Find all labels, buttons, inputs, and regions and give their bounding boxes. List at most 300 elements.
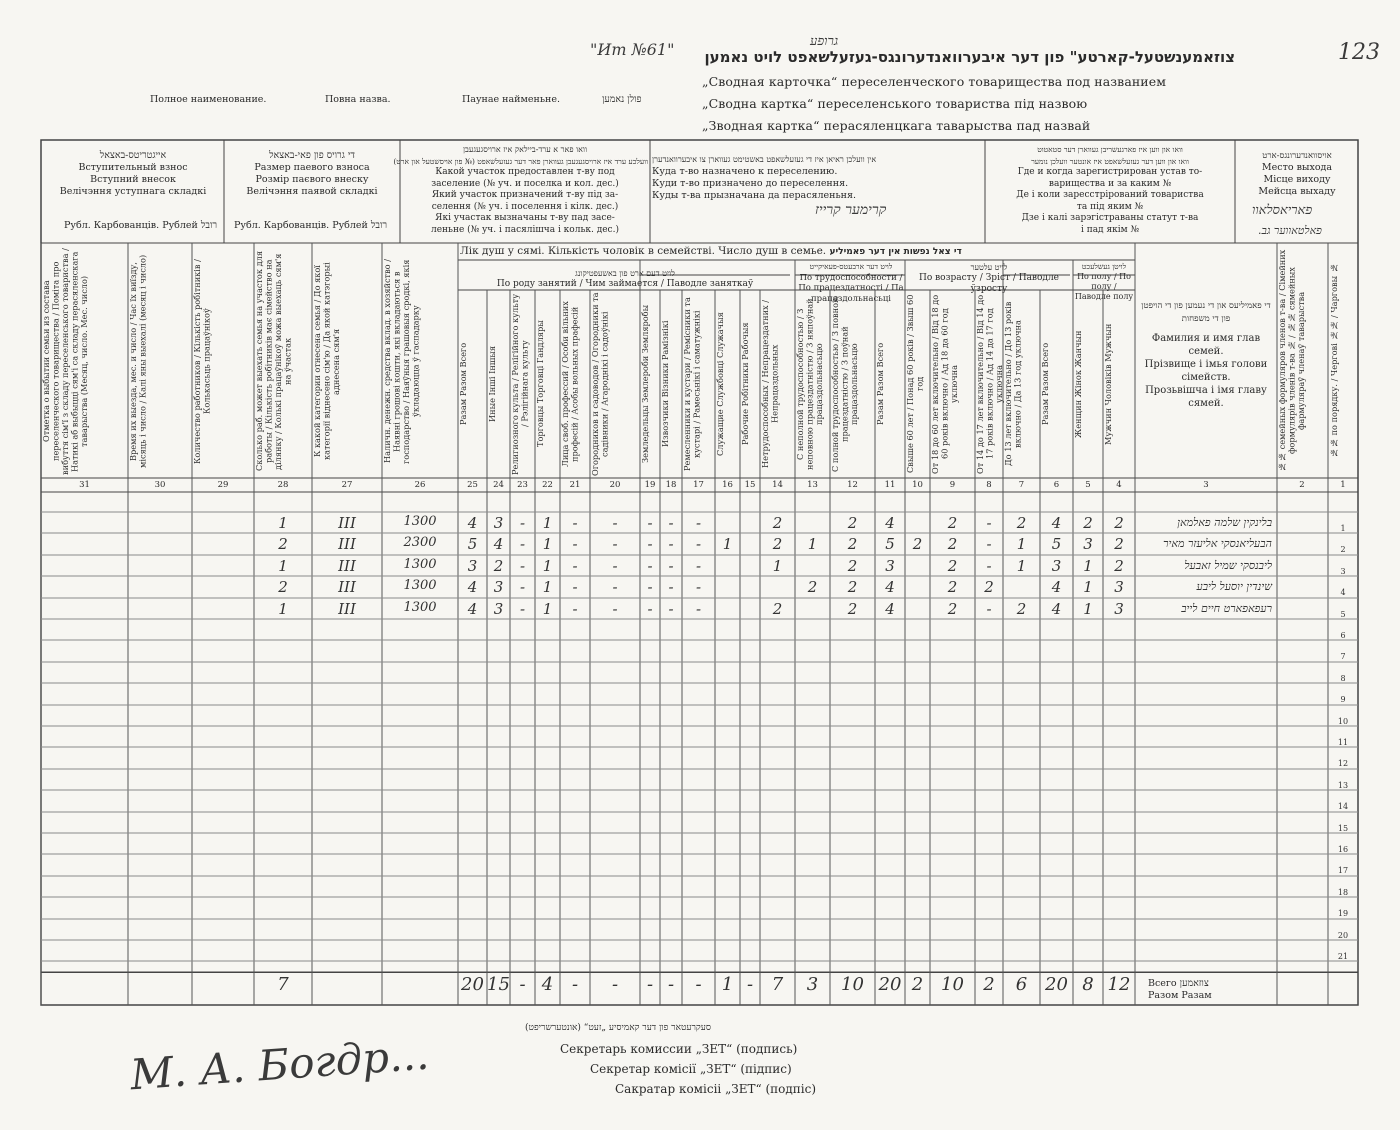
col2-header: №№ семейных формуляров членов т-ва / Сімейних формулярів членів т-ва № / №№ сямейных фармуляраў членаў таварыства	[1277, 249, 1306, 473]
cell-col-21: -	[572, 599, 578, 618]
secretary-signature: М. А. Богдр...	[128, 1029, 431, 1100]
cell-col-18: -	[668, 599, 674, 618]
box-plot	[393, 144, 648, 236]
cell-col-7: 2	[1016, 599, 1027, 618]
row-number: 15	[1337, 823, 1349, 833]
col3-header	[1137, 300, 1275, 410]
cell-col-14: 2	[772, 514, 783, 532]
column-header-21: Лица своб. профессий / Особи вільних професій / Асобы вольных прафесій	[560, 301, 580, 467]
entry-fee-foot: Рубл. Карбованців. Рублей רובל	[64, 220, 218, 231]
footer-ua: Секретар комісії „ЗЕТ“ (підпис)	[590, 1062, 792, 1076]
totals-label	[1148, 978, 1212, 1002]
column-header-27: К какой категории отнесена семья / До якої категорії віднесено сім'ю / Да якой катэгорыі аднесена сям'я	[312, 262, 341, 461]
cell-col-20: -	[612, 578, 618, 597]
row-number: 12	[1337, 759, 1349, 769]
family-head-name: רעפאפארט חיים לייב	[1181, 601, 1272, 615]
group-age-text: По возрасту / Зріст / Паводле ўзросту	[918, 273, 1060, 294]
column-header-28: Сколько раб. может выехать семья на участок для работы / Кількість робітників має сімейство на ділянку / Колькі працаўнікоў можа выехаць сям'я на ўчастак	[254, 251, 293, 472]
cell-col-21: -	[572, 535, 578, 554]
plot-line-2: заселение (№ уч. и поселка и кол. дес.)	[431, 178, 619, 189]
cell-col-20: -	[612, 514, 618, 532]
group-occupation-label	[460, 268, 790, 290]
row-number: 16	[1337, 845, 1349, 854]
group-occ-yid: לויט דעם ארט פון באשעפטיקונג	[575, 269, 675, 278]
cell-col-8: -	[986, 514, 992, 532]
registered-line-2: варищества и за каким №	[1048, 178, 1172, 189]
label-full-name: Полное наименование.	[150, 94, 267, 105]
cell-col-27: III	[338, 535, 356, 554]
cell-col-4: 3	[1114, 599, 1124, 618]
cell-col-26: 1300	[403, 556, 437, 572]
cell-col-5: 1	[1083, 599, 1093, 618]
cell-col-20: -	[612, 599, 618, 618]
cell-col-8: -	[986, 556, 992, 575]
yiddish-title: צוזאמענשטעל-קארטע" פון דער איבערוואנדערונגס-געזעלשאפט לויט נאמען	[704, 48, 1235, 66]
column-header-30: Время их выезда, мес. и число / Час їх виїзду, місяць і число / Калі яны выехалі (месяц і число)	[128, 254, 148, 469]
total-col-24: 15	[487, 974, 510, 995]
entry-fee-ua: Вступний внесок	[90, 174, 176, 185]
share-ru: Размер паевого взноса	[254, 162, 370, 173]
row-number: 13	[1337, 780, 1349, 790]
cell-col-27: III	[338, 556, 356, 575]
total-col-21: -	[571, 974, 579, 995]
cell-col-17: -	[695, 556, 702, 575]
group-work-yid: לויט דער ארבעטס-פעאיקייט	[809, 262, 893, 271]
cell-col-21: -	[572, 514, 578, 532]
registered-line-1: Где и когда зарегистрирован устав то-	[1017, 167, 1203, 177]
col2-number: 2	[1299, 480, 1305, 490]
assigned-by: Куды т-ва прызначана да перасяленьня.	[652, 190, 857, 201]
column-number-12: 12	[847, 480, 858, 490]
cell-col-12: 2	[847, 535, 858, 554]
total-col-12: 10	[841, 974, 864, 995]
family-head-name: שינדין יוסעל ליבע	[1196, 580, 1272, 594]
total-col-13: 3	[806, 974, 819, 995]
cell-col-6: 5	[1051, 535, 1062, 554]
cell-col-5: 1	[1083, 578, 1093, 597]
column-number-25: 25	[467, 480, 478, 490]
cell-col-23: -	[519, 556, 526, 575]
total-col-6: 20	[1045, 974, 1068, 995]
row-number: 7	[1340, 652, 1346, 662]
total-col-9: 10	[941, 974, 964, 995]
cell-col-20: -	[612, 556, 618, 575]
plot-line-4: селення (№ уч. і поселення і кілк. дес.)	[431, 201, 619, 212]
departure-hand-2: פאלטאווער גב.	[1258, 224, 1322, 237]
cell-col-17: -	[695, 599, 702, 618]
cell-col-6: 4	[1051, 599, 1062, 618]
cell-col-26: 1300	[403, 599, 437, 615]
registered-yid2: וואו און ווען דער געזעלשאפט איז אונטער וועלכן נומער	[1031, 156, 1189, 166]
row-number: 2	[1340, 545, 1346, 555]
column-number-16: 16	[722, 480, 733, 490]
column-header-11: Разам Разом Всего	[875, 342, 885, 426]
title-belarusian: „Зводная картка“ перасяленцкага таварыства пад назвай	[702, 118, 1091, 133]
cell-col-23: -	[519, 514, 526, 532]
hand-corner-number: 123	[1338, 40, 1380, 65]
cell-col-24: 3	[493, 514, 504, 532]
column-number-9: 9	[949, 480, 956, 490]
group-age-yid: לויט עלטער	[970, 263, 1008, 272]
cell-col-10: 2	[912, 535, 923, 554]
total-col-28: 7	[277, 974, 289, 995]
cell-col-22: 1	[542, 514, 553, 532]
col1-header: №№ по порядку. / Чергові №№ / Чарговы №	[1329, 263, 1339, 459]
cell-col-17: -	[695, 578, 702, 597]
cell-col-27: III	[338, 514, 356, 532]
row-number: 20	[1337, 930, 1349, 940]
group-main-text: Лік душ у сямі. Кількість чоловік в семействі. Число душ в семье.	[460, 245, 827, 257]
total-col-8: 2	[983, 974, 995, 995]
column-header-31: Отметка о выбытии семьи из состава переселенческого товарищества / Поміта про вибуття сім'ї з складу переселенського товариства / Натикі аб выбыцці сям'і са складу перасяленскага таварыства (Месяц, число. Мес. число)	[41, 248, 89, 475]
departure-ua: Місце виходу	[1263, 174, 1331, 185]
column-number-21: 21	[569, 480, 581, 490]
column-number-13: 13	[807, 480, 818, 490]
footer-yid: סעקרעטאר פון דער קאמיסיע „זעט“ (אונטערשריפט)	[525, 1023, 711, 1033]
row-number: 18	[1337, 887, 1349, 897]
cell-col-8: 2	[984, 578, 994, 597]
column-header-20: Огородников и садоводов / Огородники та садівники / Агароднікі і садоўнікі	[590, 292, 610, 476]
column-number-26: 26	[414, 480, 426, 490]
plot-yid: וועלכע ערד איז ארויסגעגעבן געווארן פאר דער געזעלשאפט (№ פון אויסשטעל און ארט)	[393, 156, 648, 166]
cell-col-24: 4	[493, 535, 504, 554]
cell-col-6: 3	[1051, 556, 1062, 575]
column-number-28: 28	[277, 480, 289, 490]
total-col-10: 2	[911, 974, 924, 995]
total-col-23: -	[519, 974, 526, 995]
column-number-5: 5	[1085, 480, 1091, 490]
cell-col-27: III	[338, 599, 356, 618]
group-work-text: По трудоспособности / По працездатності / Па працаздольнасьці	[798, 272, 904, 304]
row-number: 19	[1337, 909, 1349, 919]
col3-line-4: сімейств.	[1181, 372, 1231, 383]
plot-line-3: Який участок призначений т-ву під за-	[431, 190, 619, 200]
cell-col-11: 4	[885, 578, 895, 597]
cell-col-4: 3	[1114, 578, 1124, 597]
registered-line-4: та під яким №	[1076, 201, 1144, 212]
row-number: 17	[1337, 866, 1349, 876]
cell-col-17: -	[695, 535, 702, 554]
cell-col-25: 4	[467, 578, 478, 597]
assigned-yid: אין וועלכן ראיאן איז די געזעלשאפט באשטימט געווארן צו איבערוואנדערן	[652, 155, 877, 164]
cell-col-25: 5	[467, 535, 478, 554]
family-head-name: ליבנסקי שמיל זאבעל	[1184, 558, 1272, 572]
total-col-25: 20	[461, 974, 484, 995]
col3-line-1: Фамилия и имя глав	[1151, 333, 1261, 344]
column-header-24: Иные Інші Іншыя	[487, 345, 497, 423]
column-header-13: С неполной трудоспособностью / З неповною працездатністю / З няпоўнай працаздольнасьцю	[795, 298, 824, 470]
plot-line-6: леньне (№ уч. і пасялішча і кольк. дес.)	[431, 224, 619, 235]
box-departure	[1237, 150, 1357, 198]
column-header-29: Количество работников / Кількість робітників / Колькасьць працаўнікоў	[192, 259, 212, 464]
column-header-15: Рабочие Робітники Рабочыя	[740, 322, 750, 446]
assigned-ru: Куда т-во назначено к переселению.	[652, 166, 838, 177]
column-header-16: Служащие Службовці Служачыя	[715, 312, 725, 456]
column-number-19: 19	[644, 480, 656, 490]
column-number-4: 4	[1116, 480, 1122, 490]
cell-col-18: -	[668, 535, 674, 554]
cell-col-5: 1	[1083, 556, 1093, 575]
box-share	[226, 150, 398, 198]
row-number: 8	[1340, 673, 1346, 683]
cell-col-23: -	[519, 599, 526, 618]
departure-yid: אויסוואנדערונגס-ארט	[1262, 151, 1332, 161]
entry-fee-ru: Вступительный взнос	[78, 162, 188, 173]
cell-col-19: -	[647, 535, 653, 554]
cell-col-13: 1	[807, 535, 818, 554]
column-number-29: 29	[217, 480, 229, 490]
cell-col-26: 1300	[403, 514, 437, 529]
total-col-11: 20	[878, 974, 902, 995]
row-number: 21	[1337, 952, 1349, 961]
cell-col-11: 5	[885, 535, 895, 554]
total-col-19: -	[646, 974, 654, 995]
total-col-14: 7	[771, 974, 784, 995]
group-sex-yid: לויטן געשלעכט	[1081, 262, 1127, 271]
group-sex-text: По полу / По полу / Паводле полу	[1074, 272, 1134, 301]
total-col-22: 4	[541, 974, 554, 995]
cell-col-14: 2	[772, 599, 783, 618]
column-header-12: С полной трудоспособностью / З повною працездатністю / З поўнай працаздольнасьцю	[830, 295, 859, 473]
cell-col-4: 2	[1114, 535, 1124, 554]
column-header-4: Мужчин Чоловіків Мужчын	[1103, 323, 1113, 445]
row-number: 4	[1340, 588, 1346, 598]
col3-line-6: сямей.	[1188, 398, 1224, 409]
label-paunae: Паунае найменьне.	[462, 94, 560, 105]
assigned-handwritten: קרימער קרייז	[815, 202, 887, 218]
departure-ru: Место выхода	[1261, 162, 1333, 173]
registered-line-3: Де і коли заресстрірований товариства	[1016, 190, 1204, 200]
cell-col-12: 2	[847, 514, 858, 532]
column-header-14: Нетрудоспособных / Непрацездатних / Непрацаздольных	[760, 300, 780, 468]
cell-col-22: 1	[542, 599, 553, 618]
cell-col-28: 1	[278, 599, 288, 618]
cell-col-9: 2	[947, 556, 958, 575]
column-header-17: Ремесленники и кустари / Ремісники та кустарі / Рамесьнікі і саматужнікі	[682, 297, 702, 471]
row-number: 1	[1340, 524, 1346, 533]
column-header-5: Женщин Жінок Жанчын	[1073, 330, 1083, 438]
row-number: 3	[1340, 566, 1346, 576]
cell-col-9: 2	[947, 599, 958, 618]
column-number-10: 10	[912, 480, 923, 490]
cell-col-7: 1	[1016, 556, 1027, 575]
column-number-7: 7	[1018, 480, 1025, 490]
row-number: 11	[1337, 738, 1349, 747]
entry-fee-by: Велічэння уступнага складкі	[59, 186, 207, 197]
cell-col-28: 1	[278, 514, 288, 532]
column-header-7: До 13 лет включительно / До 13 років включно / Да 13 год уключна	[1003, 301, 1023, 467]
total-col-4: 12	[1107, 974, 1131, 995]
column-header-19: Земледельцы Землероби Земляробы	[640, 304, 650, 464]
title-russian: „Сводная карточка“ переселенческого товарищества под названием	[702, 74, 1167, 89]
share-by: Велічэння паявой складкі	[246, 186, 378, 197]
cell-col-11: 3	[885, 556, 895, 575]
total-col-18: -	[667, 974, 675, 995]
cell-col-23: -	[519, 535, 526, 554]
column-header-23: Религиозного культа / Релігійного культу / Рэлігійнага культу	[510, 293, 530, 475]
cell-col-18: -	[668, 578, 674, 597]
column-header-9: От 18 до 60 лет включительно / Від 18 до 60 років включно / Ад 18 да 60 год уключна	[930, 294, 959, 474]
column-header-18: Извозчики Візники Рамізнікі	[660, 320, 670, 448]
group-age-label	[906, 262, 1072, 295]
totals-label-1: Всего צוזאמען	[1148, 978, 1209, 989]
row-number: 14	[1337, 802, 1349, 812]
cell-col-12: 2	[847, 578, 858, 597]
footer-ru: Секретарь комиссии „ЗЕТ“ (подпись)	[560, 1042, 798, 1056]
cell-col-17: -	[695, 514, 702, 532]
column-number-20: 20	[609, 480, 621, 490]
row-number: 9	[1340, 695, 1346, 705]
registered-yid: וואו און ווען איז פארגעשריבן געווארן דער סטאטוט	[1037, 145, 1183, 154]
cell-col-28: 2	[278, 535, 288, 554]
row-number: 10	[1337, 716, 1349, 726]
share-ua: Розмір паєвого внеску	[255, 174, 369, 185]
title-ukrainian: „Сводна картка“ переселенського товариства під назвою	[702, 96, 1088, 111]
total-col-20: -	[611, 974, 619, 995]
cell-col-16: 1	[722, 535, 733, 554]
cell-col-22: 1	[542, 578, 553, 597]
cell-col-14: 2	[772, 535, 783, 554]
group-main-yid: די צאל נפשות אין דער פאמיליע	[829, 247, 962, 257]
cell-col-25: 3	[467, 556, 478, 575]
cell-col-8: -	[986, 599, 992, 618]
column-number-23: 23	[517, 480, 528, 490]
cell-col-23: -	[519, 578, 526, 597]
column-number-8: 8	[986, 480, 992, 490]
cell-col-4: 2	[1114, 556, 1124, 575]
registered-line-5: Дзе і калі зарэгістраваны статут т-ва	[1021, 213, 1199, 223]
cell-col-6: 4	[1051, 514, 1062, 532]
share-foot: Рубл. Карбованців. Рублей רובל	[234, 220, 388, 231]
label-povna: Повна назва.	[325, 94, 391, 105]
box-entry-fee	[44, 150, 222, 198]
share-yid: די גרויס פון פאי-באצאל	[269, 150, 355, 161]
column-header-25: Разам Разом Всего	[458, 342, 468, 426]
cell-col-19: -	[647, 578, 653, 597]
registered-line-6: і пад якім №	[1080, 224, 1140, 235]
column-header-22: Торговцы Торговці Гандляры	[535, 320, 545, 448]
column-header-8: От 14 до 17 лет включительно / Від 14 до 17 років включно / Ад 14 да 17 год уключна	[975, 294, 1004, 474]
column-number-27: 27	[341, 480, 353, 490]
total-col-15: -	[746, 974, 754, 995]
cell-col-5: 3	[1083, 535, 1093, 554]
cell-col-11: 4	[885, 599, 895, 618]
cell-col-25: 4	[467, 514, 478, 532]
box-registered	[987, 144, 1233, 236]
entry-fee-yid: אייגטריטס-באצאל	[99, 150, 167, 161]
cell-col-11: 4	[885, 514, 895, 532]
column-header-26: Наличн. денежн. средства вклад. в хозяйство / Наявні грошові кошти, які вкладаються в господарство / Наяўныя грашовыя сродкі, якія ўкладаюцца ў гаспадарку	[382, 259, 421, 464]
col3-number: 3	[1203, 480, 1209, 490]
cell-col-14: 1	[772, 556, 783, 575]
column-number-15: 15	[744, 480, 756, 490]
group-occ-text: По роду занятий / Чим займается / Паводле заняткаў	[496, 279, 754, 289]
cell-col-9: 2	[947, 514, 958, 532]
plot-line-1: Какой участок предоставлен т-ву под	[435, 167, 615, 177]
cell-col-26: 2300	[403, 535, 437, 551]
col3-line-2: семей.	[1188, 346, 1224, 357]
col3-line-3: Прізвище і імья голови	[1144, 359, 1268, 370]
departure-hand-1: פאריאסלאוו	[1252, 203, 1313, 218]
total-col-17: -	[695, 974, 702, 995]
col3-yid: די פאמיליעס און די נעמען פון די הויפטן פון די משפחות	[1141, 301, 1271, 324]
cell-col-5: 2	[1083, 514, 1093, 532]
cell-col-19: -	[647, 599, 653, 618]
cell-col-24: 2	[493, 556, 504, 575]
hand-top-note: גרופע	[810, 34, 839, 49]
column-number-31: 31	[79, 480, 90, 490]
cell-col-19: -	[647, 556, 653, 575]
cell-col-24: 3	[493, 578, 504, 597]
family-head-name: בלינקין שלמה פאלמאן	[1177, 516, 1272, 529]
cell-col-13: 2	[807, 578, 818, 597]
cell-col-22: 1	[542, 535, 553, 554]
cell-col-12: 2	[847, 556, 858, 575]
total-col-7: 6	[1015, 974, 1028, 995]
column-header-10: Свыше 60 лет / Понад 60 років / Звыш 60 год	[905, 294, 925, 474]
cell-col-12: 2	[847, 599, 858, 618]
col1-number: 1	[1340, 480, 1346, 490]
col3-line-5: Прозьвішча і імя главу	[1145, 385, 1267, 396]
cell-col-20: -	[612, 535, 618, 554]
column-number-18: 18	[665, 480, 677, 490]
cell-col-21: -	[572, 578, 578, 597]
hand-name: "Ит №61"	[590, 40, 675, 59]
label-yid-name: פולן נאמען	[602, 94, 642, 105]
cell-col-6: 4	[1051, 578, 1062, 597]
row-number: 6	[1340, 631, 1346, 640]
family-head-name: הבעליאנסקי אליעזר מאיר	[1163, 537, 1272, 551]
total-col-5: 8	[1082, 974, 1094, 995]
footer-by: Сакратар комісіі „ЗЕТ“ (подпіс)	[615, 1082, 817, 1096]
column-number-6: 6	[1053, 480, 1060, 490]
column-number-14: 14	[772, 480, 783, 490]
total-col-16: 1	[721, 974, 734, 995]
cell-col-28: 2	[278, 578, 288, 597]
row-number: 5	[1340, 609, 1346, 619]
cell-col-24: 3	[493, 599, 504, 618]
column-header-6: Разам Разом Всего	[1040, 342, 1050, 426]
cell-col-9: 2	[947, 535, 958, 554]
cell-col-19: -	[647, 514, 653, 532]
column-number-30: 30	[154, 480, 166, 490]
box-assigned	[652, 154, 902, 202]
assigned-ua: Куди т-во призначено до переселення.	[652, 178, 849, 189]
cell-col-7: 2	[1016, 514, 1027, 532]
cell-col-27: III	[338, 578, 356, 597]
cell-col-26: 1300	[403, 578, 437, 594]
cell-col-18: -	[668, 556, 674, 575]
column-number-22: 22	[542, 480, 553, 490]
cell-col-18: -	[668, 514, 674, 532]
column-number-11: 11	[884, 480, 896, 490]
group-main-label	[460, 245, 1135, 257]
cell-col-9: 2	[947, 578, 958, 597]
cell-col-28: 1	[278, 556, 288, 575]
cell-col-8: -	[986, 535, 992, 554]
cell-col-7: 1	[1016, 535, 1027, 554]
cell-col-21: -	[572, 556, 578, 575]
plot-line-5: Які участак вызначаны т-ву пад засе-	[435, 213, 615, 223]
cell-col-22: 1	[542, 556, 553, 575]
cell-col-4: 2	[1114, 514, 1124, 532]
totals-label-2: Разом Разам	[1148, 990, 1212, 1001]
departure-by: Мейсца выхаду	[1258, 186, 1336, 197]
column-number-24: 24	[493, 480, 504, 490]
plot-yid2: וואו פאר א ערד-ביילאק איז ארויסגעגעבן	[462, 145, 588, 154]
column-number-17: 17	[693, 480, 704, 490]
cell-col-25: 4	[467, 599, 478, 618]
